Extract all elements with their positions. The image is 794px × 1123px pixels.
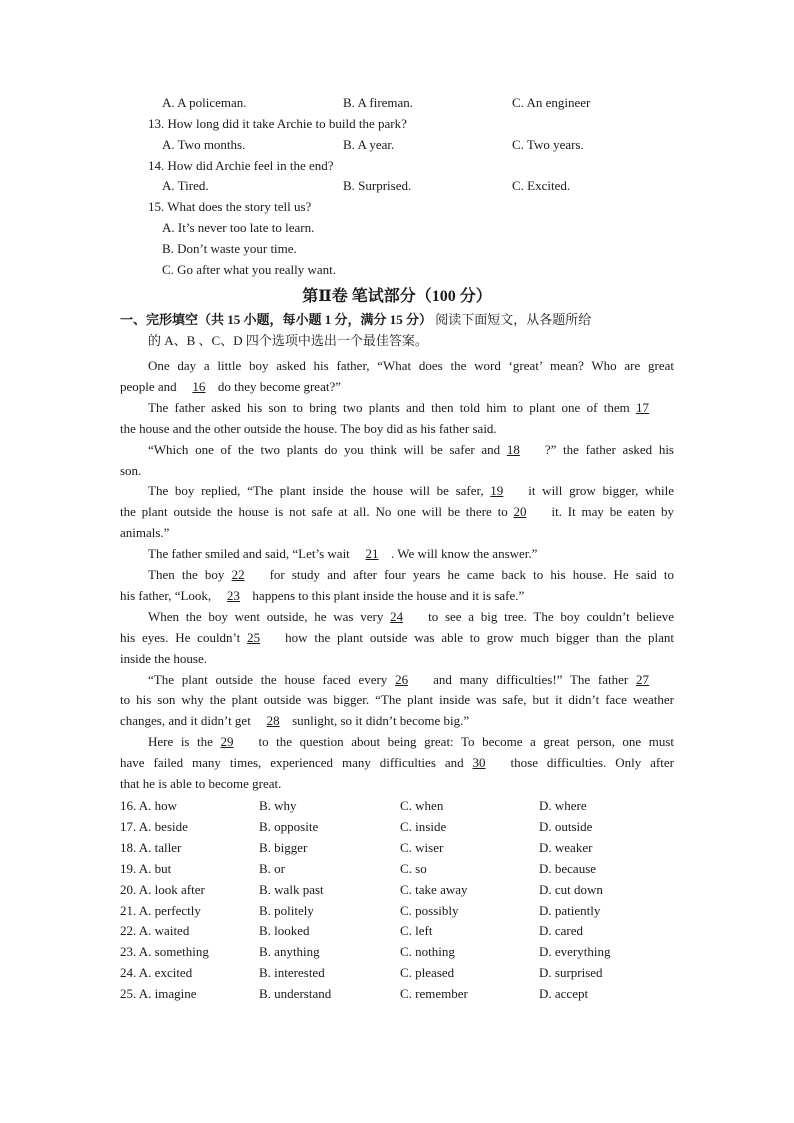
choice-option-a: 16. A. how bbox=[120, 798, 178, 813]
passage-text: . We will know the answer.” bbox=[391, 546, 538, 562]
choice-option-c: C. take away bbox=[400, 881, 468, 897]
passage-text: ?” the father asked his bbox=[544, 441, 674, 457]
blank-number: 25 bbox=[247, 629, 261, 645]
blank-number: 18 bbox=[506, 441, 520, 457]
q14-option-a: A. Tired. bbox=[162, 178, 209, 193]
passage-text: changes, and it didn’t get bbox=[120, 713, 255, 729]
blank-number: 21 bbox=[365, 546, 379, 562]
choice-option-a: 18. A. taller bbox=[120, 839, 182, 855]
passage-line bbox=[120, 692, 674, 708]
blank-number: 27 bbox=[636, 671, 649, 687]
passage-line bbox=[120, 463, 141, 479]
blank-number: 17 bbox=[636, 399, 649, 415]
passage-line bbox=[120, 651, 207, 667]
passage-text: those difficulties. Only after bbox=[510, 755, 674, 771]
choice-option-a: 25. A. imagine bbox=[120, 986, 197, 1002]
passage-text: his eyes. He couldn’t bbox=[120, 629, 248, 645]
passage-text: When the boy went outside, he was very bbox=[148, 608, 391, 624]
passage-text: The father smiled and said, “Let’s wait bbox=[148, 546, 354, 562]
choice-option-c: C. left bbox=[400, 923, 433, 939]
choice-option-b: B. anything bbox=[259, 944, 320, 960]
passage-text: “The plant outside the house faced every bbox=[148, 671, 396, 687]
passage-line bbox=[120, 421, 497, 437]
passage-text: for study and after four years he came back to his house. He said to bbox=[269, 567, 674, 582]
choice-option-a: 21. A. perfectly bbox=[120, 902, 201, 918]
passage-text: how the plant outside was able to grow much bigger than the plant bbox=[285, 629, 674, 645]
choice-option-b: B. looked bbox=[259, 923, 310, 939]
passage-text: inside the house. bbox=[120, 650, 208, 666]
passage-text: people and bbox=[120, 378, 180, 394]
q12-option-a: A. A policeman. bbox=[162, 95, 247, 110]
choice-option-b: B. walk past bbox=[259, 881, 324, 897]
passage-line bbox=[148, 442, 674, 458]
choice-option-d: D. accept bbox=[539, 986, 589, 1002]
choice-option-b: B. bigger bbox=[259, 839, 308, 855]
passage-text: it. It may be eaten by bbox=[551, 504, 674, 520]
passage-text: animals.” bbox=[120, 525, 170, 541]
q13-option-c: C. Two years. bbox=[512, 137, 584, 152]
passage-line bbox=[148, 734, 674, 750]
section-heading-bold: 一、完形填空（共 15 小题，每小题 1 分，满分 15 分） bbox=[120, 312, 433, 327]
blank-number: 30 bbox=[472, 755, 486, 771]
passage-text: have failed many times, experienced many difficulties and bbox=[120, 755, 473, 771]
choice-option-c: C. possibly bbox=[400, 902, 459, 918]
blank-number: 23 bbox=[226, 587, 240, 603]
choice-option-a: 24. A. excited bbox=[120, 965, 193, 981]
choice-option-c: C. when bbox=[400, 798, 444, 813]
blank-number: 29 bbox=[220, 734, 234, 750]
passage-line bbox=[120, 504, 674, 520]
blank-number: 26 bbox=[395, 671, 409, 687]
passage-text: the house and the other outside the house. The boy did as his father said. bbox=[120, 420, 497, 436]
passage-line bbox=[148, 567, 674, 583]
blank-number: 20 bbox=[513, 504, 527, 520]
passage-text: Then the boy bbox=[148, 567, 232, 582]
choice-option-d: D. everything bbox=[539, 944, 611, 960]
passage-text: Here is the bbox=[148, 734, 221, 750]
q14-option-c: C. Excited. bbox=[512, 178, 571, 193]
passage-line bbox=[120, 588, 524, 604]
passage-text: it will grow bigger, while bbox=[528, 483, 674, 499]
passage-text: The boy replied, “The plant inside the house will be safer, bbox=[148, 483, 491, 499]
q14-option-b: B. Surprised. bbox=[343, 178, 412, 193]
q13-option-a: A. Two months. bbox=[162, 137, 246, 152]
passage-text: sunlight, so it didn’t become big.” bbox=[292, 713, 470, 729]
q15-option-a: A. It’s never too late to learn. bbox=[162, 220, 315, 235]
passage-text: The father asked his son to bring two plants and then told him to plant one of them bbox=[148, 399, 636, 415]
passage-text: to see a big tree. The boy couldn’t believe bbox=[428, 608, 674, 624]
choice-option-c: C. remember bbox=[400, 986, 468, 1002]
passage-text: to his son why the plant outside was bigger. “The plant inside was safe, but it didn’t face weather bbox=[120, 692, 674, 708]
passage-line bbox=[148, 546, 537, 562]
passage-text: the plant outside the house is not safe at all. No one will be there to bbox=[120, 504, 514, 520]
q13-stem: 13. How long did it take Archie to build the park? bbox=[148, 116, 407, 131]
blank-number: 16 bbox=[192, 378, 206, 394]
choice-option-c: C. nothing bbox=[400, 944, 455, 960]
passage-line bbox=[148, 400, 674, 416]
passage-text: happens to this plant inside the house and it is safe.” bbox=[252, 587, 525, 603]
q15-option-b: B. Don’t waste your time. bbox=[162, 241, 297, 256]
section-heading-line2: 的 A、B 、C、D 四个选项中选出一个最佳答案。 bbox=[148, 333, 428, 348]
choice-option-b: B. why bbox=[259, 798, 297, 813]
choice-option-b: B. opposite bbox=[259, 818, 319, 834]
choice-option-b: B. politely bbox=[259, 902, 314, 918]
part-title: 第Ⅱ卷 笔试部分（100 分） bbox=[302, 288, 492, 305]
passage-text: do they become great?” bbox=[217, 378, 341, 394]
choice-option-a: 19. A. but bbox=[120, 860, 172, 876]
choice-option-a: 23. A. something bbox=[120, 944, 209, 960]
passage-text: his father, “Look, bbox=[120, 587, 215, 603]
passage-text: and many difficulties!” The father bbox=[433, 671, 636, 687]
blank-number: 22 bbox=[231, 567, 245, 582]
passage-line bbox=[148, 609, 674, 625]
passage-text: that he is able to become great. bbox=[120, 776, 282, 791]
choice-option-b: B. understand bbox=[259, 986, 332, 1002]
choice-option-b: B. interested bbox=[259, 965, 325, 981]
blank-number: 24 bbox=[390, 608, 404, 624]
choice-option-a: 20. A. look after bbox=[120, 881, 205, 897]
choice-option-c: C. so bbox=[400, 860, 427, 876]
passage-line bbox=[148, 483, 674, 499]
passage-text: “Which one of the two plants do you think will be safer and bbox=[148, 441, 507, 457]
passage-line bbox=[148, 358, 674, 374]
q15-stem: 15. What does the story tell us? bbox=[148, 199, 312, 214]
choice-option-b: B. or bbox=[259, 860, 285, 876]
blank-number: 19 bbox=[490, 483, 504, 499]
choice-option-c: C. inside bbox=[400, 818, 447, 834]
q12-option-b: B. A fireman. bbox=[343, 95, 414, 110]
passage-line bbox=[148, 672, 674, 688]
section-heading bbox=[120, 312, 591, 328]
choice-option-d: D. weaker bbox=[539, 839, 593, 855]
section-heading-rest: 阅读下面短文，从各题所给 bbox=[432, 312, 592, 327]
passage-text: son. bbox=[120, 462, 142, 478]
q14-stem: 14. How did Archie feel in the end? bbox=[148, 158, 334, 173]
choice-option-d: D. cut down bbox=[539, 881, 603, 897]
choice-option-a: 17. A. beside bbox=[120, 818, 188, 834]
choice-option-d: D. because bbox=[539, 860, 597, 876]
passage-line bbox=[120, 379, 341, 395]
choice-option-d: D. surprised bbox=[539, 965, 603, 981]
passage-line bbox=[120, 525, 169, 541]
passage-text: to the question about being great: To become a great person, one must bbox=[258, 734, 674, 750]
passage-line bbox=[120, 713, 469, 729]
passage-line bbox=[120, 755, 674, 771]
passage-line bbox=[120, 776, 281, 792]
blank-number: 28 bbox=[266, 713, 280, 729]
choice-option-d: D. outside bbox=[539, 818, 593, 834]
choice-option-d: D. cared bbox=[539, 923, 584, 939]
choice-option-d: D. patiently bbox=[539, 902, 601, 918]
choice-option-d: D. where bbox=[539, 798, 587, 813]
passage-text: One day a little boy asked his father, “What does the word ‘great’ mean? Who are great bbox=[148, 358, 674, 373]
q12-option-c: C. An engineer bbox=[512, 95, 591, 110]
q15-option-c: C. Go after what you really want. bbox=[162, 262, 337, 277]
choice-option-a: 22. A. waited bbox=[120, 923, 190, 939]
choice-option-c: C. pleased bbox=[400, 965, 455, 981]
passage-line bbox=[120, 630, 674, 646]
choice-option-c: C. wiser bbox=[400, 839, 444, 855]
q13-option-b: B. A year. bbox=[343, 137, 395, 152]
